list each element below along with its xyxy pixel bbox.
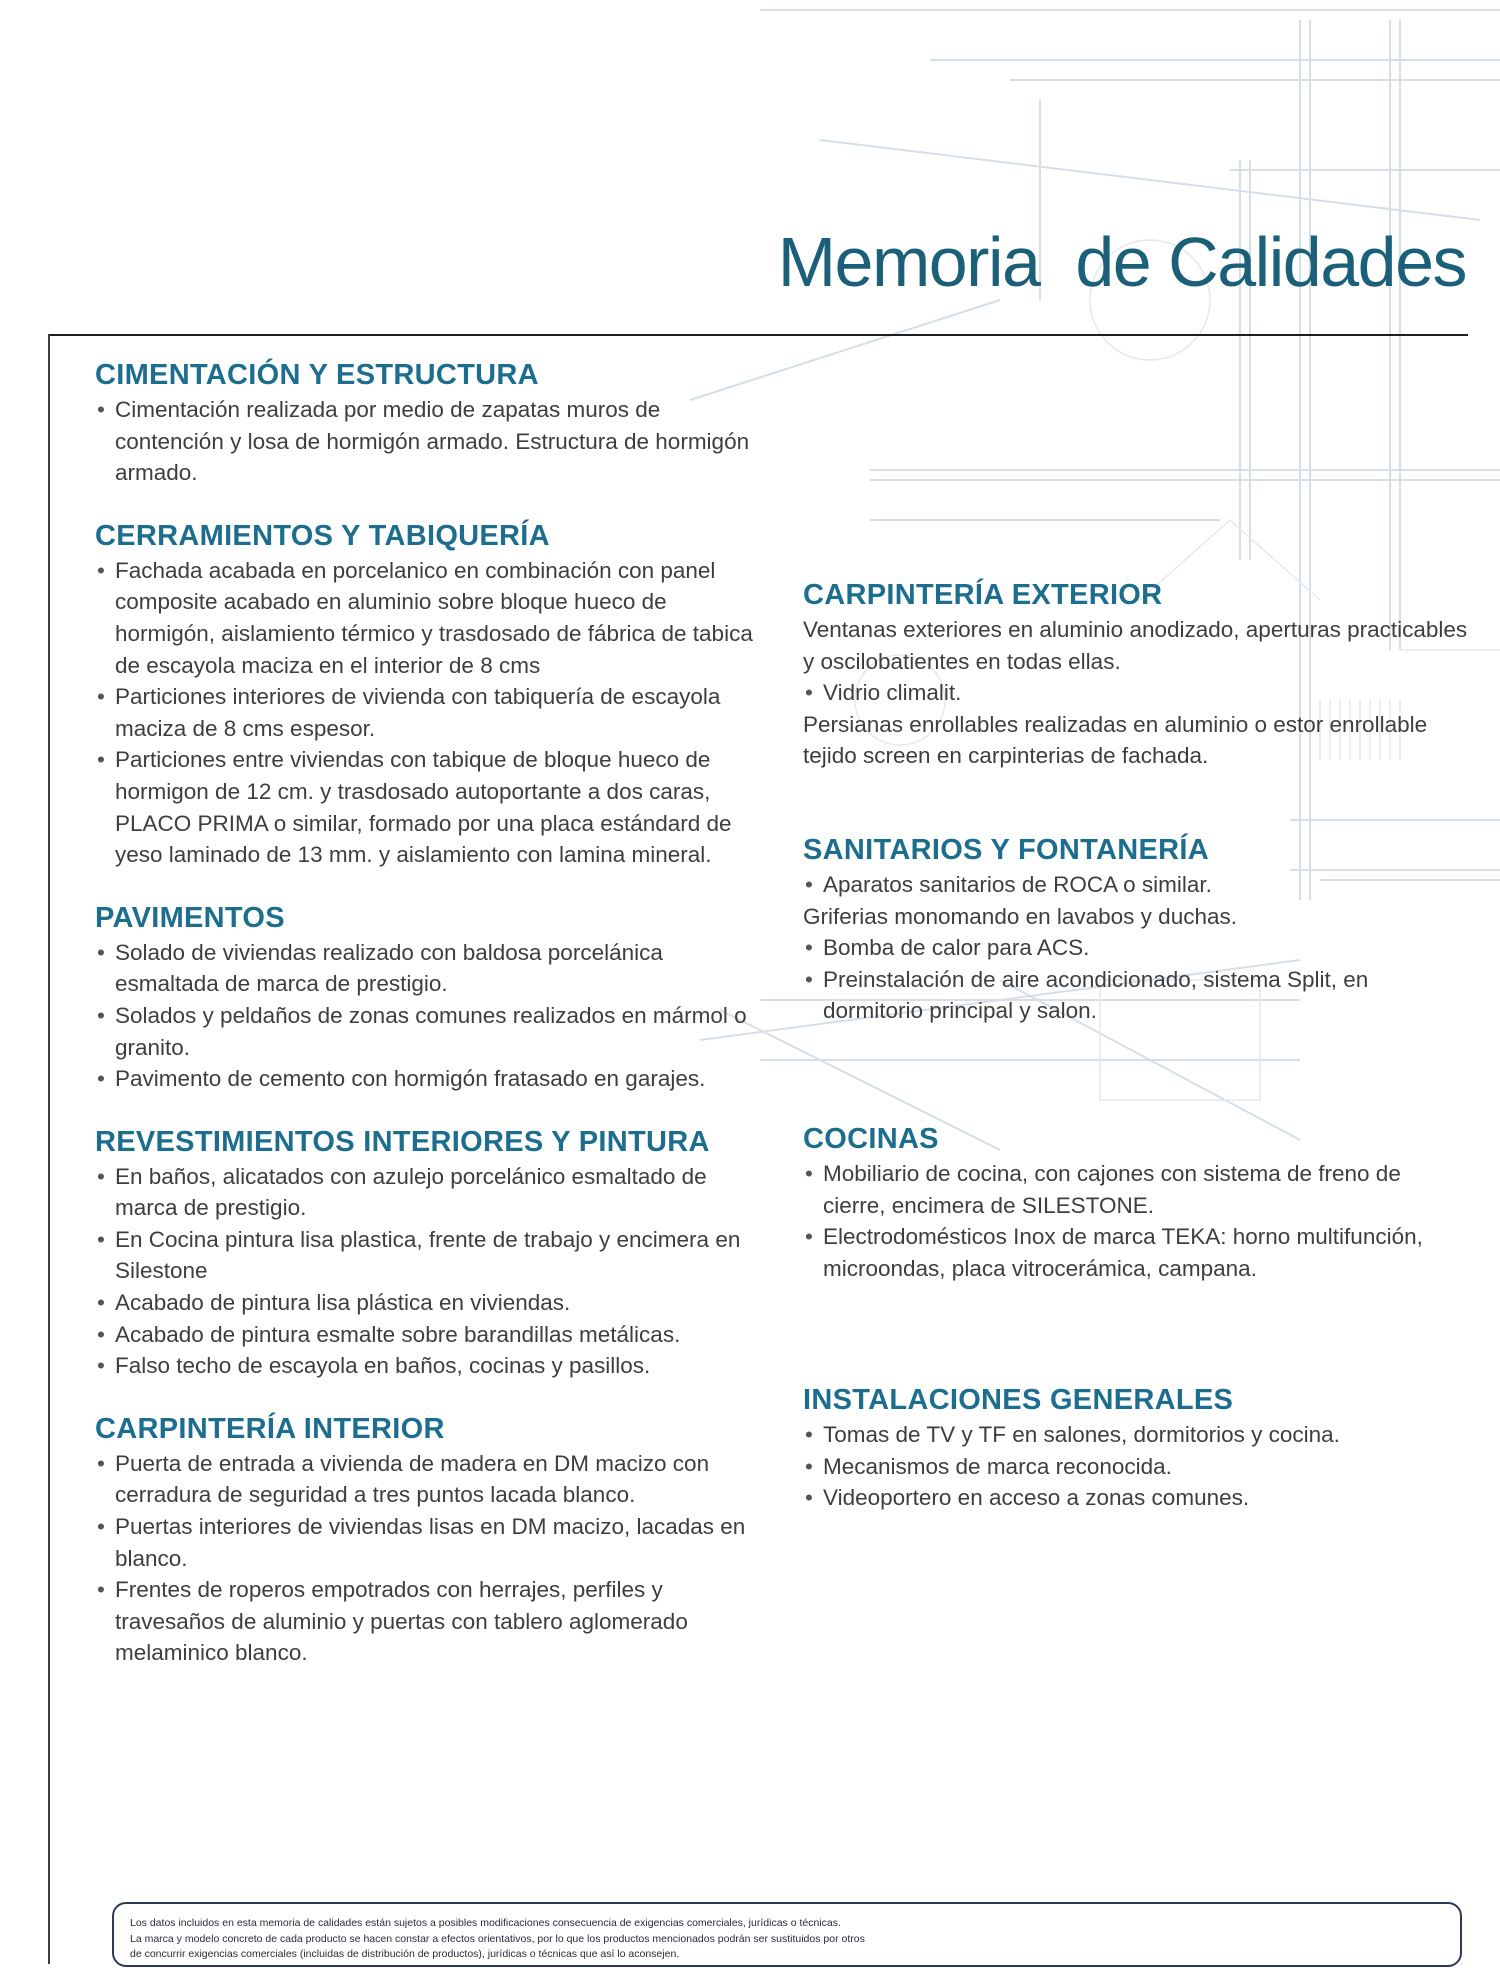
disclaimer-line: Los datos incluidos en esta memoria de calidades están sujetos a posibles modificaciones consecuencia de exigencias comerciales, jurídicas o técnicas. <box>130 1917 841 1929</box>
list-item: • Mecanismos de marca reconocida. <box>803 1451 1473 1483</box>
list-item: • Solados y peldaños de zonas comunes realizados en mármol o granito. <box>95 1000 767 1063</box>
list-item: • Tomas de TV y TF en salones, dormitorios y cocina. <box>803 1419 1473 1451</box>
left-border-line <box>48 334 50 1964</box>
list-item: • Puertas interiores de viviendas lisas en DM macizo, lacadas en blanco. <box>95 1511 767 1574</box>
section-heading: REVESTIMIENTOS INTERIORES Y PINTURA <box>95 1125 710 1158</box>
list-item: • Frentes de roperos empotrados con herrajes, perfiles y travesaños de aluminio y puertas con tablero aglomerado melaminico blanco. <box>95 1574 767 1669</box>
section-heading: CERRAMIENTOS Y TABIQUERÍA <box>95 519 550 552</box>
list-item: • Puerta de entrada a vivienda de madera en DM macizo con cerradura de seguridad a tres puntos lacada blanco. <box>95 1448 767 1511</box>
section-instalaciones <box>803 1383 1473 1514</box>
list-item: • Particiones interiores de vivienda con tabiquería de escayola maciza de 8 cms espesor. <box>95 681 767 744</box>
list-item: • Cimentación realizada por medio de zapatas muros de contención y losa de hormigón armado. Estructura de hormigón armado. <box>95 394 767 489</box>
page-title: Memoria de Calidades <box>777 223 1466 301</box>
section-heading: PAVIMENTOS <box>95 901 285 934</box>
section-carpinteria-exterior <box>803 578 1473 772</box>
list-item: Griferias monomando en lavabos y duchas. <box>803 903 1237 929</box>
section-revestimientos <box>95 1125 767 1382</box>
list-item: • Fachada acabada en porcelanico en combinación con panel composite acabado en aluminio sobre bloque hueco de hormigón, aislamiento térmico y trasdosado de fábrica de tabica de escayola maciza en el interior de 8 cms <box>95 555 767 681</box>
title-divider <box>48 334 1468 336</box>
list-item: • Falso techo de escayola en baños, cocinas y pasillos. <box>95 1350 767 1382</box>
section-sanitarios <box>803 833 1473 1027</box>
list-item: • Acabado de pintura esmalte sobre barandillas metálicas. <box>95 1319 767 1351</box>
list-item: Ventanas exteriores en aluminio anodizado, aperturas practicables y oscilobatientes en todas ellas. <box>803 617 1468 674</box>
section-cocinas-block <box>803 1122 1443 1314</box>
section-heading: INSTALACIONES GENERALES <box>803 1384 1234 1416</box>
left-column <box>95 358 767 1699</box>
section-heading: COCINAS <box>803 1123 939 1155</box>
list-item: Persianas enrollables realizadas en aluminio o estor enrollable tejido screen en carpinterias de fachada. <box>803 711 1428 769</box>
list-item: • Vidrio climalit. <box>803 677 1473 709</box>
list-item: • Particiones entre viviendas con tabique de bloque hueco de hormigon de 12 cm. y trasdosado autoportante a dos caras, PLACO PRIMA o similar, formado por una placa estándard de yeso laminado de 13 mm. y aislamiento con lamina mineral. <box>95 744 767 870</box>
section-heading: CARPINTERÍA EXTERIOR <box>803 579 1163 611</box>
section-heading: CARPINTERÍA INTERIOR <box>95 1412 445 1445</box>
list-item: • Videoportero en acceso a zonas comunes. <box>803 1482 1473 1514</box>
section-heading: SANITARIOS Y FONTANERÍA <box>803 834 1209 866</box>
section-sanitarios-block <box>803 833 1473 1057</box>
list-item: • Aparatos sanitarios de ROCA o similar. <box>803 869 1473 901</box>
list-item: • Bomba de calor para ACS. <box>803 932 1473 964</box>
list-item: • Preinstalación de aire acondicionado, sistema Split, en dormitorio principal y salon. <box>803 964 1473 1027</box>
section-cerramientos <box>95 519 767 871</box>
section-carpinteria-interior <box>95 1412 767 1669</box>
list-item: • Pavimento de cemento con hormigón fratasado en garajes. <box>95 1063 767 1095</box>
section-heading: CIMENTACIÓN Y ESTRUCTURA <box>95 359 539 391</box>
section-instalaciones-block <box>803 1383 1473 1544</box>
list-item: • Electrodomésticos Inox de marca TEKA: horno multifunción, microondas, placa vitrocerámica, campana. <box>803 1221 1443 1284</box>
section-pavimentos <box>95 901 767 1095</box>
list-item: • En Cocina pintura lisa plastica, frente de trabajo y encimera en Silestone <box>95 1224 767 1287</box>
disclaimer-line: La marca y modelo concreto de cada producto se hacen constar a efectos orientativos, por lo que los productos mencionados podrán ser sustituidos por otros <box>130 1932 865 1945</box>
list-item: • Mobiliario de cocina, con cajones con sistema de freno de cierre, encimera de SILESTONE. <box>803 1158 1443 1221</box>
section-carpinteria-exterior-block <box>803 578 1473 802</box>
list-item: • En baños, alicatados con azulejo porcelánico esmaltado de marca de prestigio. <box>95 1161 767 1224</box>
list-item: • Solado de viviendas realizado con baldosa porcelánica esmaltada de marca de prestigio. <box>95 937 767 1000</box>
section-cimentacion <box>95 358 767 489</box>
list-item: • Acabado de pintura lisa plástica en viviendas. <box>95 1287 767 1319</box>
disclaimer-line: de concurrir exigencias comerciales (incluidas de distribución de productos), jurídicas o técnicas que así lo aconsejen. <box>130 1948 680 1960</box>
section-cocinas <box>803 1122 1443 1284</box>
disclaimer-box <box>112 1902 1462 1967</box>
